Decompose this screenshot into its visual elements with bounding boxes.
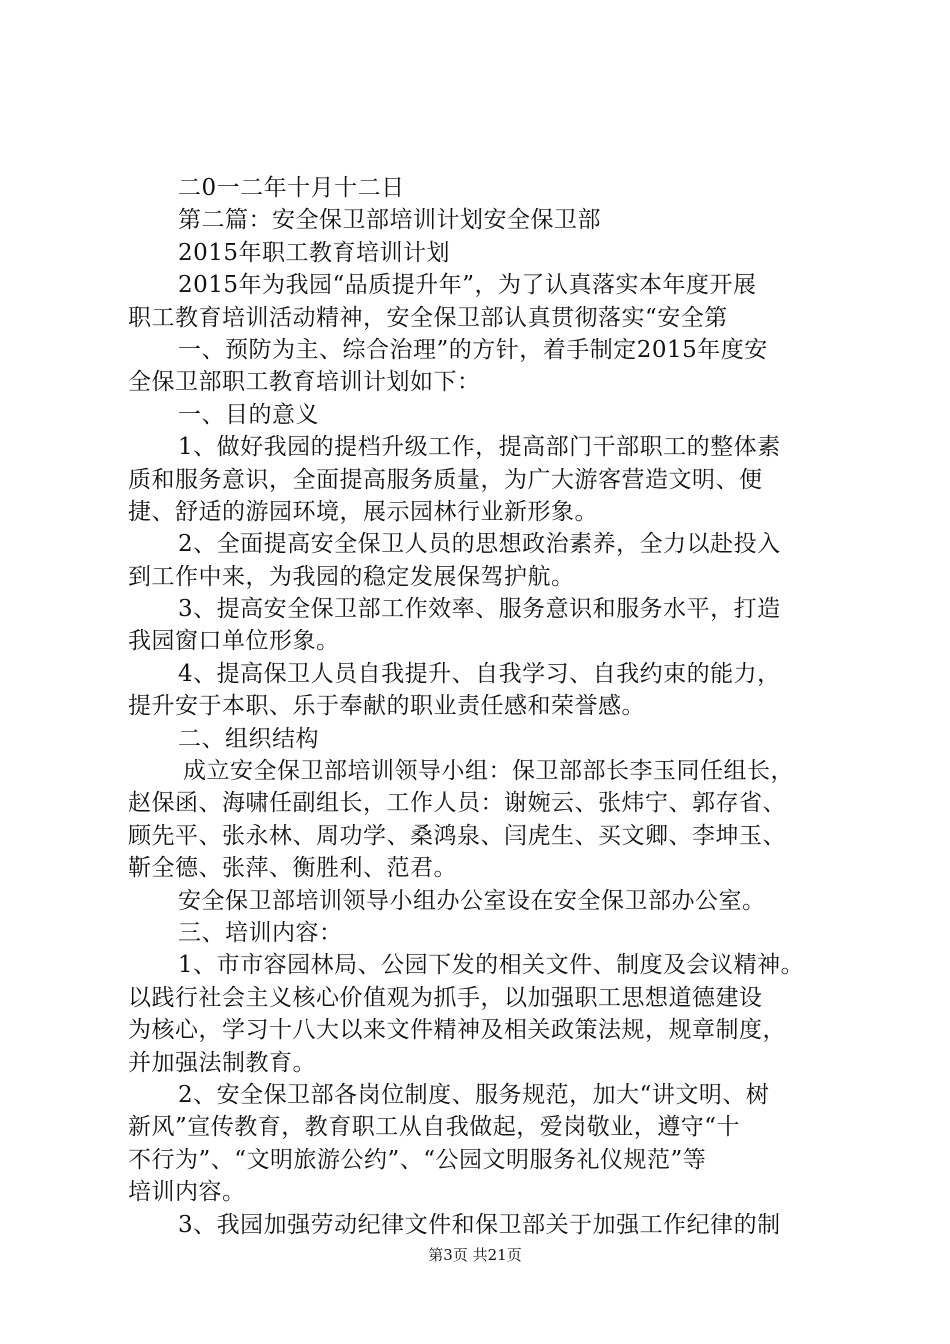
paragraph-line: 质和服务意识，全面提高服务质量，为广大游客营造文明、便 xyxy=(128,466,763,493)
heading-content: 三、培训内容： xyxy=(178,919,343,946)
paragraph-line: 2015年为我园“品质提升年”，为了认真落实本年度开展 xyxy=(178,272,757,299)
paragraph-line: 2、全面提高安全保卫人员的思想政治素养，全力以赴投入 xyxy=(178,531,781,558)
paragraph-line: 安全保卫部培训领导小组办公室设在安全保卫部办公室。 xyxy=(178,887,766,914)
paragraph-line: 提升安于本职、乐于奉献的职业责任感和荣誉感。 xyxy=(128,693,645,720)
page-number-footer: 第3页 共21页 xyxy=(428,1246,522,1264)
paragraph-line: 成立安全保卫部培训领导小组：保卫部部长李玉同任组长， xyxy=(183,758,794,785)
paragraph-line: 到工作中来，为我园的稳定发展保驾护航。 xyxy=(128,563,575,590)
paragraph-line: 3、我园加强劳动纪律文件和保卫部关于加强工作纪律的制 xyxy=(178,1211,781,1238)
document-body xyxy=(128,172,828,1241)
paragraph-line: 1、市市容园林局、公园下发的相关文件、制度及会议精神。 xyxy=(178,952,805,979)
paragraph-line: 2、安全保卫部各岗位制度、服务规范，加大“讲文明、树 xyxy=(178,1081,770,1108)
paragraph-line: 靳全德、张萍、衡胜利、范君。 xyxy=(128,855,457,882)
section-title: 第二篇：安全保卫部培训计划安全保卫部 xyxy=(178,207,601,234)
paragraph-line: 3、提高安全保卫部工作效率、服务意识和服务水平，打造 xyxy=(178,596,781,623)
heading-organization: 二、组织结构 xyxy=(178,725,319,752)
paragraph-line: 为核心，学习十八大以来文件精神及相关政策法规，规章制度， xyxy=(128,1017,786,1044)
paragraph-line: 全保卫部职工教育培训计划如下： xyxy=(128,369,481,396)
date-line: 二0一二年十月十二日 xyxy=(178,175,405,201)
paragraph-line: 捷、舒适的游园环境，展示园林行业新形象。 xyxy=(128,498,598,525)
paragraph-line: 新风”宣传教育，教育职工从自我做起，爱岗敬业，遵守“十 xyxy=(128,1114,741,1141)
paragraph-line: 1、做好我园的提档升级工作，提高部门干部职工的整体素 xyxy=(178,434,781,461)
paragraph-line: 不行为”、“文明旅游公约”、“公园文明服务礼仪规范”等 xyxy=(128,1146,707,1173)
paragraph-line: 一、预防为主、综合治理”的方针，着手制定2015年度安 xyxy=(178,336,768,363)
paragraph-line: 以践行社会主义核心价值观为抓手，以加强职工思想道德建设 xyxy=(128,984,763,1011)
paragraph-line: 顾先平、张永林、周功学、桑鸿泉、闫虎生、买文卿、李坤玉、 xyxy=(128,822,786,849)
paragraph-line: 赵保函、海啸任副组长，工作人员：谢婉云、张炜宁、郭存省、 xyxy=(128,790,786,817)
paragraph-line: 并加强法制教育。 xyxy=(128,1049,316,1076)
section-subtitle: 2015年职工教育培训计划 xyxy=(178,239,451,266)
paragraph-line: 我园窗口单位形象。 xyxy=(128,628,340,655)
paragraph-line: 职工教育培训活动精神，安全保卫部认真贯彻落实“安全第 xyxy=(128,304,728,331)
paragraph-line: 4、提高保卫人员自我提升、自我学习、自我约束的能力， xyxy=(178,660,781,687)
heading-purpose: 一、目的意义 xyxy=(178,401,319,428)
paragraph-line: 培训内容。 xyxy=(128,1179,246,1206)
